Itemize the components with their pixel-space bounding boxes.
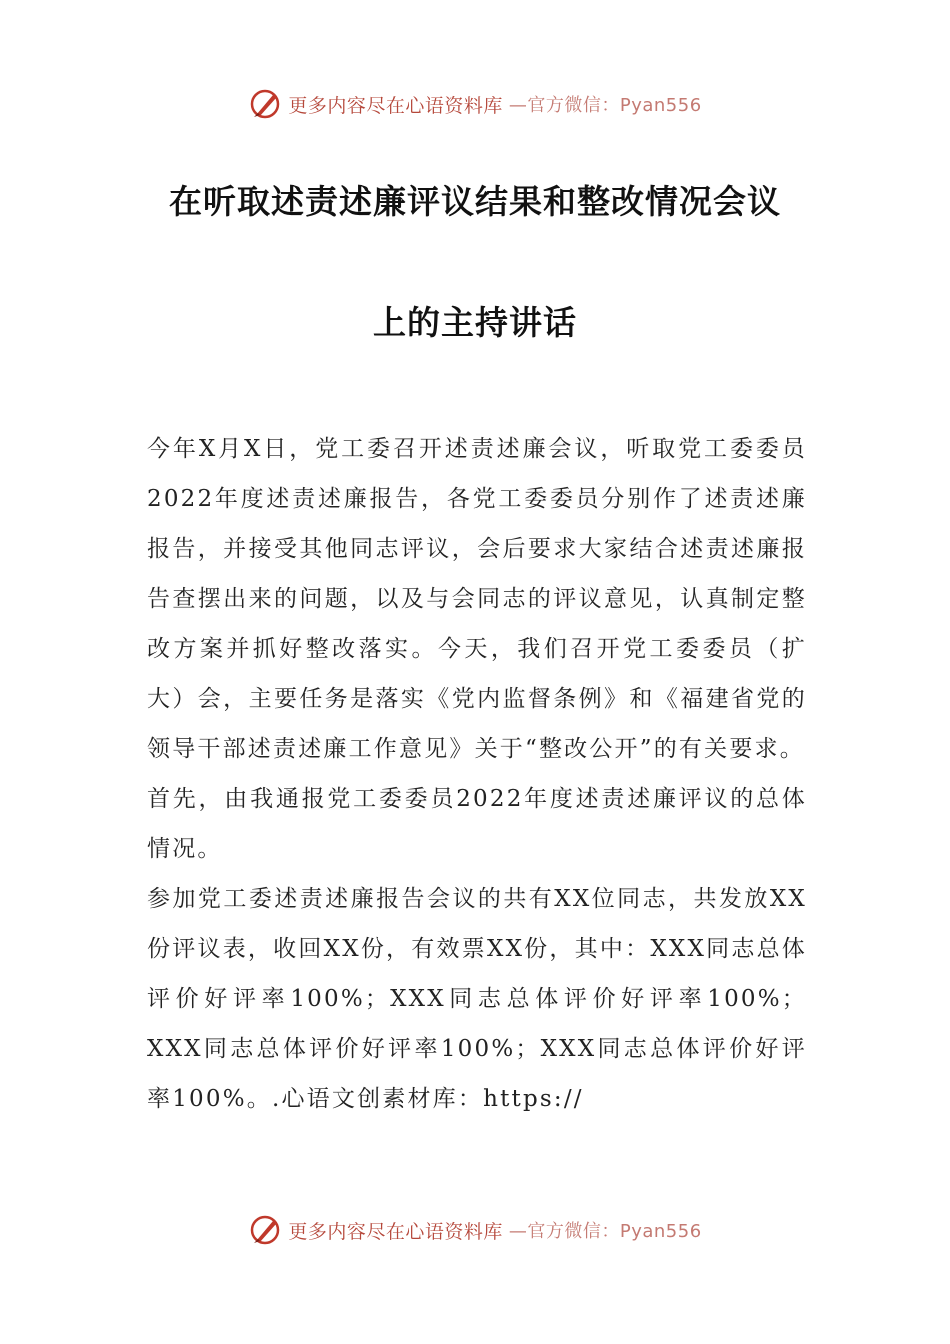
banner-sub-text: —官方微信：Pyan556 <box>508 1221 702 1242</box>
document-title-line-1: 在听取述责述廉评议结果和整改情况会议 <box>169 182 781 221</box>
pen-logo-icon <box>248 87 282 121</box>
banner-main-text: 更多内容尽在心语资料库 <box>288 1220 503 1243</box>
footer-banner <box>0 1210 950 1250</box>
banner-main-text: 更多内容尽在心语资料库 <box>288 94 503 117</box>
banner-sub-text: —官方微信：Pyan556 <box>508 95 702 116</box>
paragraph-1: 今年X月X日，党工委召开述责述廉会议，听取党工委委员2022年度述责述廉报告，各党工委委员分别作了述责述廉报告，并接受其他同志评议，会后要求大家结合述责述廉报告查摆出来的问题，以及与会同志的评议意见，认真制定整改方案并抓好整改落实。今天，我们召开党工委委员（扩大）会，主要任务是落实《党内监督条例》和《福建省党的领导干部述责述廉工作意见》关于“整改公开”的有关要求。 <box>147 436 807 762</box>
paragraph-3: 参加党工委述责述廉报告会议的共有XX位同志，共发放XX份评议表，收回XX份，有效票XX份，其中：XXX同志总体评价好评率100%；XXX同志总体评价好评率100%；XXX同志总体评价好评率100%；XXX同志总体评价好评率100%。.心语文创素材库：https:// <box>147 886 807 1112</box>
pen-logo-icon <box>248 1213 282 1247</box>
document-body <box>147 424 807 1124</box>
document-title-line-2: 上的主持讲话 <box>373 303 577 342</box>
header-banner <box>0 84 950 124</box>
paragraph-2: 首先，由我通报党工委委员2022年度述责述廉评议的总体情况。 <box>147 786 807 862</box>
